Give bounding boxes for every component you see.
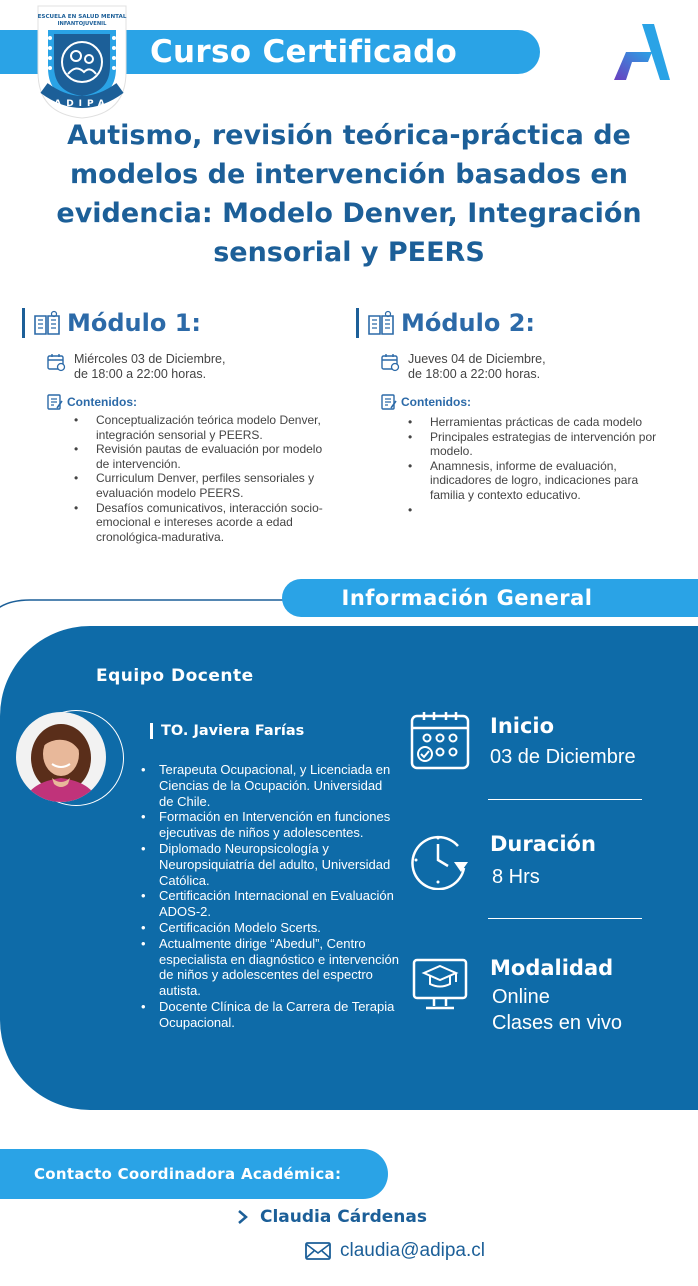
teacher-name [150, 723, 304, 739]
book-icon [367, 310, 395, 336]
calendar-icon [410, 710, 470, 772]
course-type-title: Curso Certificado [150, 34, 458, 70]
badge-brand: ADIPA [54, 99, 110, 109]
start-value: 03 de Diciembre [490, 746, 636, 768]
mode-info [410, 956, 670, 1038]
teacher-name-text: TO. Javiera Farías [161, 723, 305, 739]
list-item: • Terapeuta Ocupacional, y Licenciada en Ciencias de la Ocupación. Universidad de Chile. [159, 762, 399, 809]
list-item: • Revisión pautas de evaluación por modelo de intervención. [96, 442, 336, 471]
badge-school-line1: ESCUELA EN SALUD MENTAL [37, 14, 127, 20]
divider [488, 918, 642, 919]
mode-label: Modalidad [490, 956, 614, 980]
contact-title: Contacto Coordinadora Académica: [34, 1165, 342, 1183]
module-1 [22, 306, 342, 544]
adipa-a-logo [612, 22, 670, 82]
module-date-line1: Miércoles 03 de Diciembre, [74, 352, 226, 366]
document-edit-icon [380, 393, 398, 411]
module-accent-bar [356, 308, 359, 338]
list-item: • Certificación Modelo Scerts. [159, 920, 399, 936]
badge-school-line2: INFANTOJUVENIL [57, 21, 107, 27]
graduation-monitor-icon [410, 956, 470, 1018]
list-item: • Desafíos comunicativos, interacción socio-emocional e intereses acorde a edad cronológica-madurativa. [96, 501, 336, 545]
list-item: • Curriculum Denver, perfiles sensoriales y evaluación modelo PEERS. [96, 471, 336, 500]
list-item: • Principales estrategias de intervención por modelo. [430, 430, 670, 459]
document-edit-icon [46, 393, 64, 411]
team-label: Equipo Docente [96, 666, 254, 686]
module-contents-list [430, 415, 670, 517]
list-item: • Conceptualización teórica modelo Denver, integración sensorial y PEERS. [96, 413, 336, 442]
mail-icon [304, 1241, 332, 1261]
chevron-right-icon [236, 1209, 250, 1225]
coordinator-name: Claudia Cárdenas [260, 1207, 427, 1227]
module-date-line2: de 18:00 a 22:00 horas. [74, 367, 207, 381]
list-item: • Certificación Internacional en Evaluación ADOS-2. [159, 888, 399, 920]
list-item: • Formación en Intervención en funciones ejecutivas de niños y adolescentes. [159, 809, 399, 841]
calendar-icon [46, 352, 66, 372]
coordinator [236, 1207, 427, 1227]
mode-value-live: Clases en vivo [492, 1012, 623, 1034]
list-item: • Diplomado Neuropsicología y Neuropsiquiatría del adulto, Universidad Católica. [159, 841, 399, 888]
list-item: • Anamnesis, informe de evaluación, indicadores de logro, indicaciones para familia y contexto educativo. [430, 459, 670, 503]
adipa-badge-logo [34, 2, 130, 120]
teacher-accent-bar [150, 723, 153, 739]
email-link[interactable]: claudia@adipa.cl [340, 1240, 485, 1261]
divider [488, 799, 642, 800]
module-date-line2: de 18:00 a 22:00 horas. [408, 367, 541, 381]
module-contents-label: Contenidos: [401, 395, 471, 409]
duration-value: 8 Hrs [492, 866, 540, 888]
calendar-icon [380, 352, 400, 372]
module-accent-bar [22, 308, 25, 338]
list-item: • Herramientas prácticas de cada modelo [430, 415, 670, 430]
email-contact[interactable] [304, 1240, 485, 1262]
teacher-credentials-list [159, 762, 399, 1031]
module-date-line1: Jueves 04 de Diciembre, [408, 352, 546, 366]
module-title: Módulo 2: [401, 309, 536, 337]
book-icon [33, 310, 61, 336]
duration-info [410, 830, 670, 896]
list-item: • Actualmente dirige “Abedul”, Centro especialista en diagnóstico e intervención de niños y adolescentes del espectro autista. [159, 936, 399, 999]
list-item: • Docente Clínica de la Carrera de Terapia Ocupacional. [159, 999, 399, 1031]
duration-label: Duración [490, 832, 596, 856]
module-contents-list [96, 413, 336, 544]
module-2 [356, 306, 676, 517]
start-label: Inicio [490, 714, 555, 738]
module-contents-label: Contenidos: [67, 395, 137, 409]
mode-value-online: Online [492, 986, 550, 1008]
module-title: Módulo 1: [67, 309, 202, 337]
list-item [430, 503, 670, 518]
info-panel [0, 626, 698, 1110]
info-general-title: Información General [341, 586, 593, 610]
teacher-photo [16, 712, 106, 802]
course-title: Autismo, revisión teórica-práctica de modelos de intervención basados en evidencia: Modelo Denver, Integración sensorial y PEERS [56, 120, 642, 268]
start-info [410, 710, 670, 780]
clock-icon [410, 830, 470, 890]
